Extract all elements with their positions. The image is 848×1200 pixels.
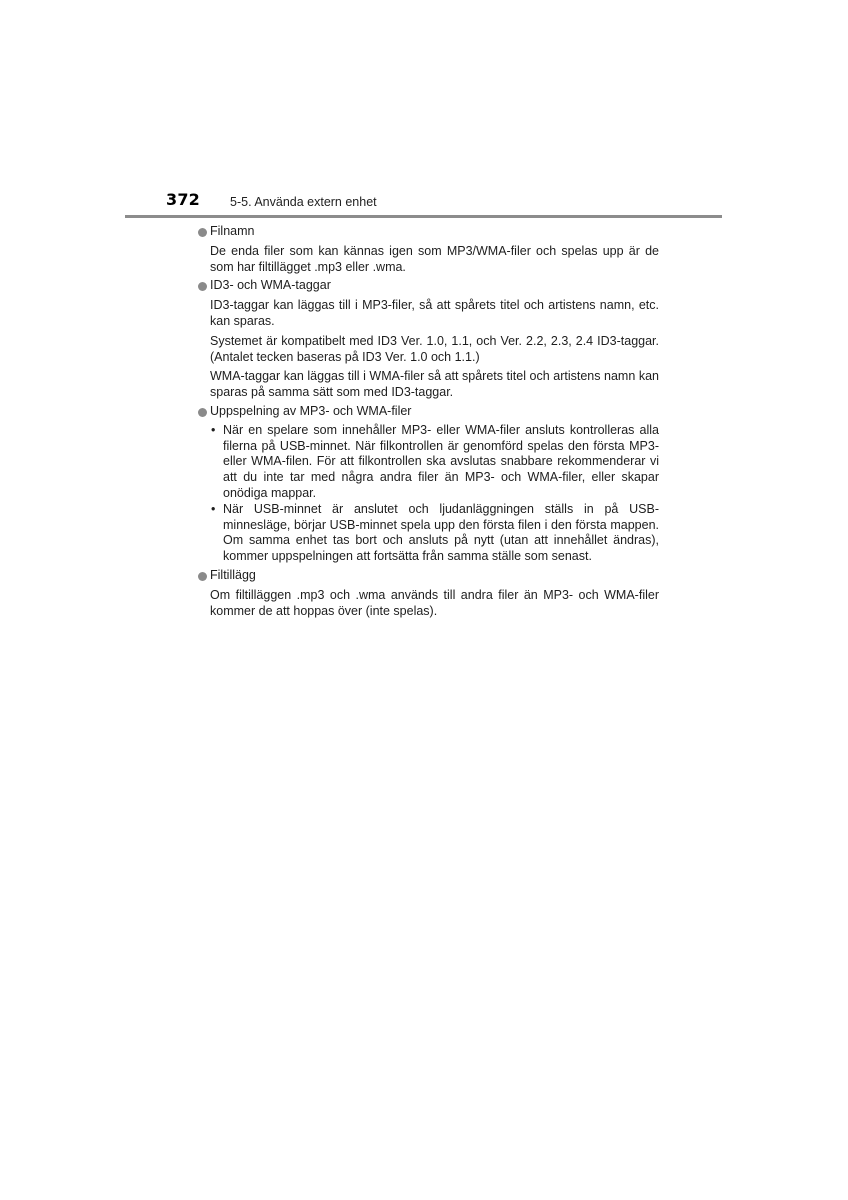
- header-divider: [125, 215, 722, 218]
- filled-circle-icon: [198, 408, 207, 417]
- filled-circle-icon: [198, 572, 207, 581]
- paragraph: Systemet är kompatibelt med ID3 Ver. 1.0, 1.1, och Ver. 2.2, 2.3, 2.4 ID3-taggar. (Antalet tecken baseras på ID3 Ver. 1.0 och 1.1.): [210, 333, 659, 364]
- list-item: [211, 422, 659, 502]
- paragraph: ID3-taggar kan läggas till i MP3-filer, så att spårets titel och artistens namn, etc. kan sparas.: [210, 298, 659, 328]
- subheading-filnamn: [197, 224, 659, 240]
- subheading-uppspelning: [197, 404, 659, 420]
- paragraph: WMA-taggar kan läggas till i WMA-filer så att spårets titel och artistens namn kan sparas på samma sätt som med ID3-taggar.: [210, 369, 659, 400]
- subheading-label: Uppspelning av MP3- och WMA-filer: [210, 403, 412, 418]
- subheading-label: ID3- och WMA-taggar: [210, 278, 331, 293]
- bullet-dot-icon: •: [211, 501, 216, 516]
- page-number: 372: [166, 190, 200, 209]
- list-item: [211, 501, 659, 565]
- subheading-label: Filnamn: [210, 224, 255, 238]
- filled-circle-icon: [198, 282, 207, 291]
- page-content: [197, 224, 659, 619]
- list-item-text: När en spelare som innehåller MP3- eller WMA-filer ansluts kontrolleras alla filerna på USB-minnet. När filkontrollen är genomförd spelas den första MP3- eller WMA-filen. För att filkontrollen ska avslutas snabbare rekommenderar vi att du inte tar med några andra filer än MP3- och WMA-filer, eller skapar onödiga mappar.: [223, 422, 659, 500]
- list-item-text: När USB-minnet är anslutet och ljudanläggningen ställs in på USB-minnesläge, börjar USB-minnet spela upp den första filen i den första mappen. Om samma enhet tas bort och ansluts på nytt (utan att innehållet ändras), kommer uppspelningen att fortsätta från samma ställe som senast.: [223, 501, 659, 564]
- subheading-id3-wma-taggar: [197, 278, 659, 294]
- subheading-filtillagg: [197, 568, 659, 584]
- section-title: 5-5. Använda extern enhet: [230, 195, 377, 209]
- filled-circle-icon: [198, 228, 207, 237]
- paragraph: Om filtilläggen .mp3 och .wma används till andra filer än MP3- och WMA-filer kommer de att hoppas över (inte spelas).: [210, 587, 659, 618]
- bullet-dot-icon: •: [211, 422, 216, 437]
- paragraph: De enda filer som kan kännas igen som MP3/WMA-filer och spelas upp är de som har filtillägget .mp3 eller .wma.: [210, 243, 659, 274]
- subheading-label: Filtillägg: [210, 567, 256, 582]
